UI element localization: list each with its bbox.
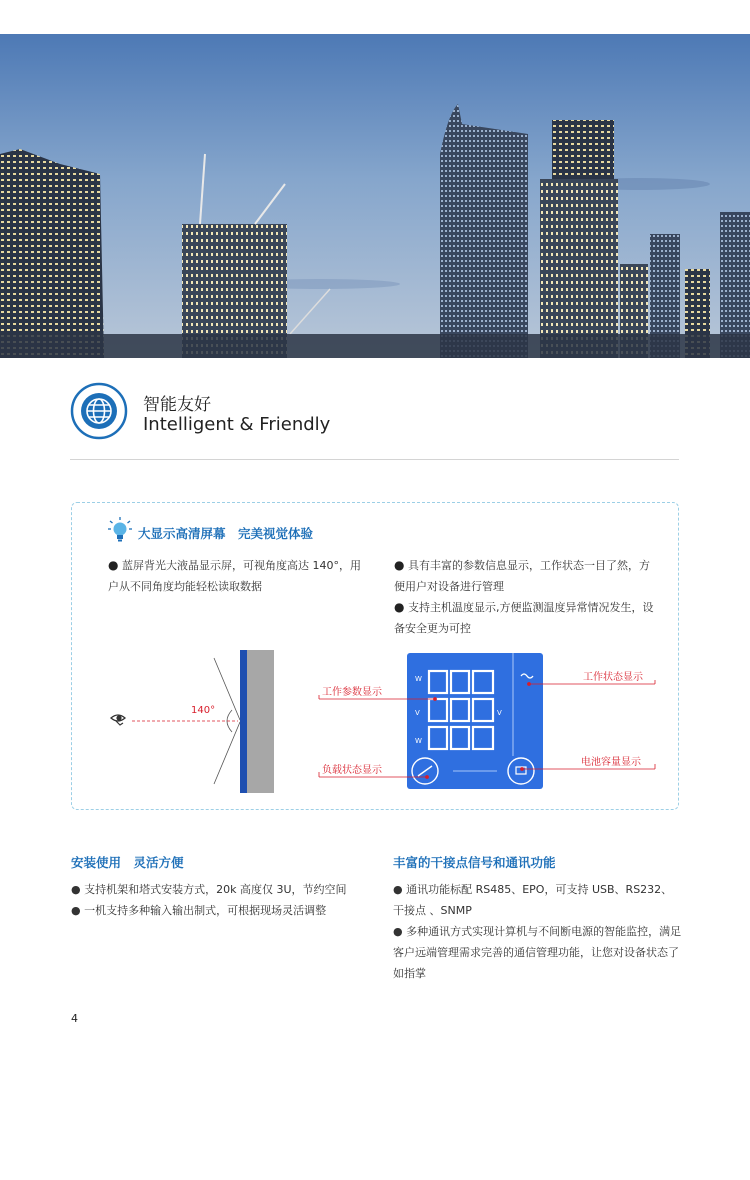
install-title: 安装使用 灵活方便 [71,855,184,870]
eye-icon [110,711,132,725]
bullet-icon: ● [71,883,81,896]
callout-battery: 电池容量显示 [581,757,641,768]
feature-left-text: 蓝屏背光大液晶显示屏，可视角度高达 140°，用户从不同角度均能轻松读取数据 [108,559,361,593]
comm-paragraph [393,879,683,984]
lcd-unit-row-2-right: V [497,709,502,717]
feature-right-text-1: 具有丰富的参数信息显示，工作状态一目了然，方便用户对设备进行管理 [394,559,650,593]
callout-work-params: 工作参数显示 [322,687,382,698]
comm-text-2: 多种通讯方式实现计算机与不间断电源的智能监控，满足客户远端管理需求完善的通信管理功能，让您对设备状态了如指掌 [393,925,682,980]
bullet-icon: ● [393,883,403,896]
bullet-icon: ● [394,600,405,614]
section-title-cn: 智能友好 [143,395,211,415]
install-paragraph [71,879,371,921]
lightbulb-icon [108,517,132,543]
feature-right-paragraph [394,555,656,639]
display-feature-box [71,502,679,810]
viewing-angle-diagram [132,648,282,798]
comm-title: 丰富的干接点信号和通讯功能 [393,855,556,870]
bullet-icon: ● [108,558,119,572]
globe-icon [70,382,128,440]
install-line-1: 支持机架和塔式安装方式，20k 高度仅 3U，节约空间 [84,883,347,896]
bullet-icon: ● [393,925,403,938]
feature-right-text-2: 支持主机温度显示,方便监测温度异常情况发生，设备安全更为可控 [394,601,654,635]
hero-skyline-image [0,34,750,358]
lcd-unit-row-3: W [415,737,422,745]
angle-label: 140° [191,705,216,716]
bullet-icon: ● [71,904,81,917]
feature-title: 大显示高清屏幕 完美视觉体验 [138,526,314,541]
comm-text-1: 通讯功能标配 RS485、EPO，可支持 USB、RS232、干接点 、SNMP [393,883,673,917]
callout-work-status: 工作状态显示 [583,672,643,683]
lcd-unit-row-2: V [415,709,420,717]
lcd-unit-row-1: W [415,675,422,683]
section-title-en: Intelligent & Friendly [143,414,331,435]
divider [70,459,679,460]
install-line-2: 一机支持多种输入输出制式，可根据现场灵活调整 [84,904,327,917]
callout-load-status: 负载状态显示 [322,765,382,776]
feature-left-paragraph [108,555,363,597]
bullet-icon: ● [394,558,405,572]
page-number: 4 [71,1012,78,1025]
